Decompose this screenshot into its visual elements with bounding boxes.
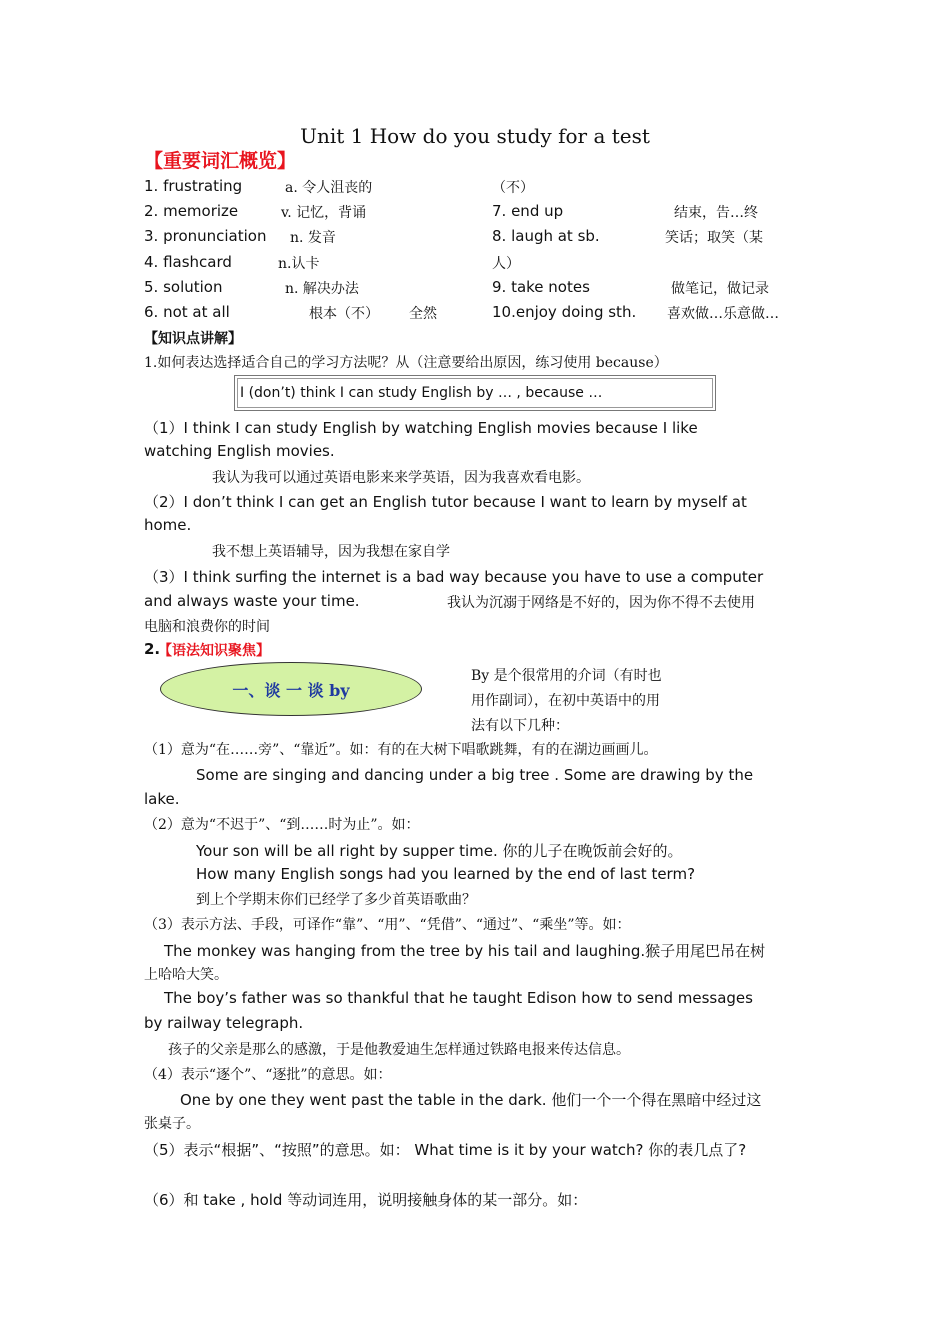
oval-label: 一、谈 一 谈 by [232,681,350,700]
vocab-item-cn: n. 解决办法 [285,281,359,297]
example-line: （3）I think surfing the internet is a bad way because you have to use a computer [144,568,764,586]
vocab-item-cn: v. 记忆，背诵 [281,205,367,221]
vocab-item-en: 2. memorize [144,202,239,220]
usage-translation: 孩子的父亲是那么的感激，于是他教爱迪生怎样通过铁路电报来传达信息。 [168,1042,630,1058]
usage-3: （3）表示方法、手段，可译作“靠”、“用”、“凭借”、“通过”、“乘坐”等。如： [144,917,631,933]
usage-example: by railway telegraph. [144,1014,304,1032]
vocab-item-cn: n.认卡 [278,256,320,272]
example-line: watching English movies. [144,442,335,460]
example-line: （2）I don’t think I can get an English tutor because I want to learn by myself at [144,493,747,511]
by-intro-line: By 是个很常用的介词（有时也 [471,668,662,684]
example-line: home. [144,516,192,534]
vocab-item-en: 1. frustrating [144,177,243,195]
usage-4: （4）表示“逐个”、“逐批”的意思。如： [144,1067,392,1083]
question-1: 1.如何表达选择适合自己的学习方法呢？从（注意要给出原因，练习使用 because） [144,355,668,371]
vocab-item-en: 8. laugh at sb. [492,227,600,245]
vocab-item-cn-extra: 全然 [409,306,437,322]
grammar-heading: 【语法知识聚焦】 [158,643,270,659]
usage-example: The boy’s father was so thankful that he taught Edison how to send messages [164,989,753,1007]
vocab-wrap-text: （不） [492,180,534,196]
vocab-item-en: 5. solution [144,278,223,296]
vocab-heading: 【重要词汇概览】 [144,150,297,172]
vocab-item-cn: 结束，告…终 [674,205,758,221]
vocab-item-cn-cont: 人） [492,256,520,272]
usage-6: （6）和 take , hold 等动词连用，说明接触身体的某一部分。如： [144,1191,588,1209]
vocab-item-en: 6. not at all [144,303,230,321]
by-intro-line: 法有以下几种： [471,718,569,734]
vocab-item-en: 7. end up [492,202,564,220]
page-title: Unit 1 How do you study for a test [300,124,650,148]
usage-example: How many English songs had you learned by the end of last term? [196,865,696,883]
usage-translation: 到上个学期末你们已经学了多少首英语歌曲？ [196,892,476,908]
vocab-item-cn: 做笔记，做记录 [671,281,769,297]
vocab-item-cn: 笑话；取笑（某 [665,230,763,246]
sentence-pattern-box [234,375,716,411]
vocab-item-en: 10.enjoy doing sth. [492,303,637,321]
knowledge-heading: 【知识点讲解】 [144,331,242,347]
by-intro-line: 用作副词），在初中英语中的用 [471,693,660,709]
vocab-item-en: 9. take notes [492,278,590,296]
usage-1: （1）意为“在……旁”、“靠近”。如：有的在大树下唱歌跳舞，有的在湖边画画儿。 [144,742,658,758]
by-topic-oval [160,662,422,716]
example-translation: 电脑和浪费你的时间 [144,619,270,635]
vocab-item-cn: 喜欢做…乐意做… [667,306,779,322]
usage-example: The monkey was hanging from the tree by his tail and laughing.猴子用尾巴吊在树 [164,942,766,960]
example-line: and always waste your time. [144,592,360,610]
vocab-item-cn: a. 令人沮丧的 [285,180,373,196]
usage-example: Some are singing and dancing under a big tree . Some are drawing by the [196,766,754,784]
usage-2: （2）意为“不迟于”、“到……时为止”。如： [144,817,420,833]
usage-5: （5）表示“根据”、“按照”的意思。如： What time is it by your watch? 你的表几点了? [144,1141,747,1159]
usage-example: 上哈哈大笑。 [144,967,228,983]
vocab-item-en: 3. pronunciation [144,227,267,245]
example-translation: 我认为沉溺于网络是不好的，因为你不得不去使用 [447,595,755,611]
example-translation: 我不想上英语辅导，因为我想在家自学 [212,544,450,560]
usage-example: Your son will be all right by supper time. 你的儿子在晚饭前会好的。 [196,842,683,860]
vocab-item-en: 4. flashcard [144,253,232,271]
usage-example: One by one they went past the table in the dark. 他们一个一个得在黑暗中经过这 [180,1091,762,1109]
example-line: （1）I think I can study English by watching English movies because I like [144,419,698,437]
usage-example: lake. [144,790,180,808]
vocab-item-cn: 根本（不） [309,306,379,322]
example-translation: 我认为我可以通过英语电影来来学英语，因为我喜欢看电影。 [212,470,590,486]
sentence-pattern: I (don’t) think I can study English by … , because … [240,385,603,401]
usage-example: 张桌子。 [144,1116,200,1132]
vocab-item-cn: n. 发音 [290,230,336,246]
grammar-number: 2. [144,640,161,658]
